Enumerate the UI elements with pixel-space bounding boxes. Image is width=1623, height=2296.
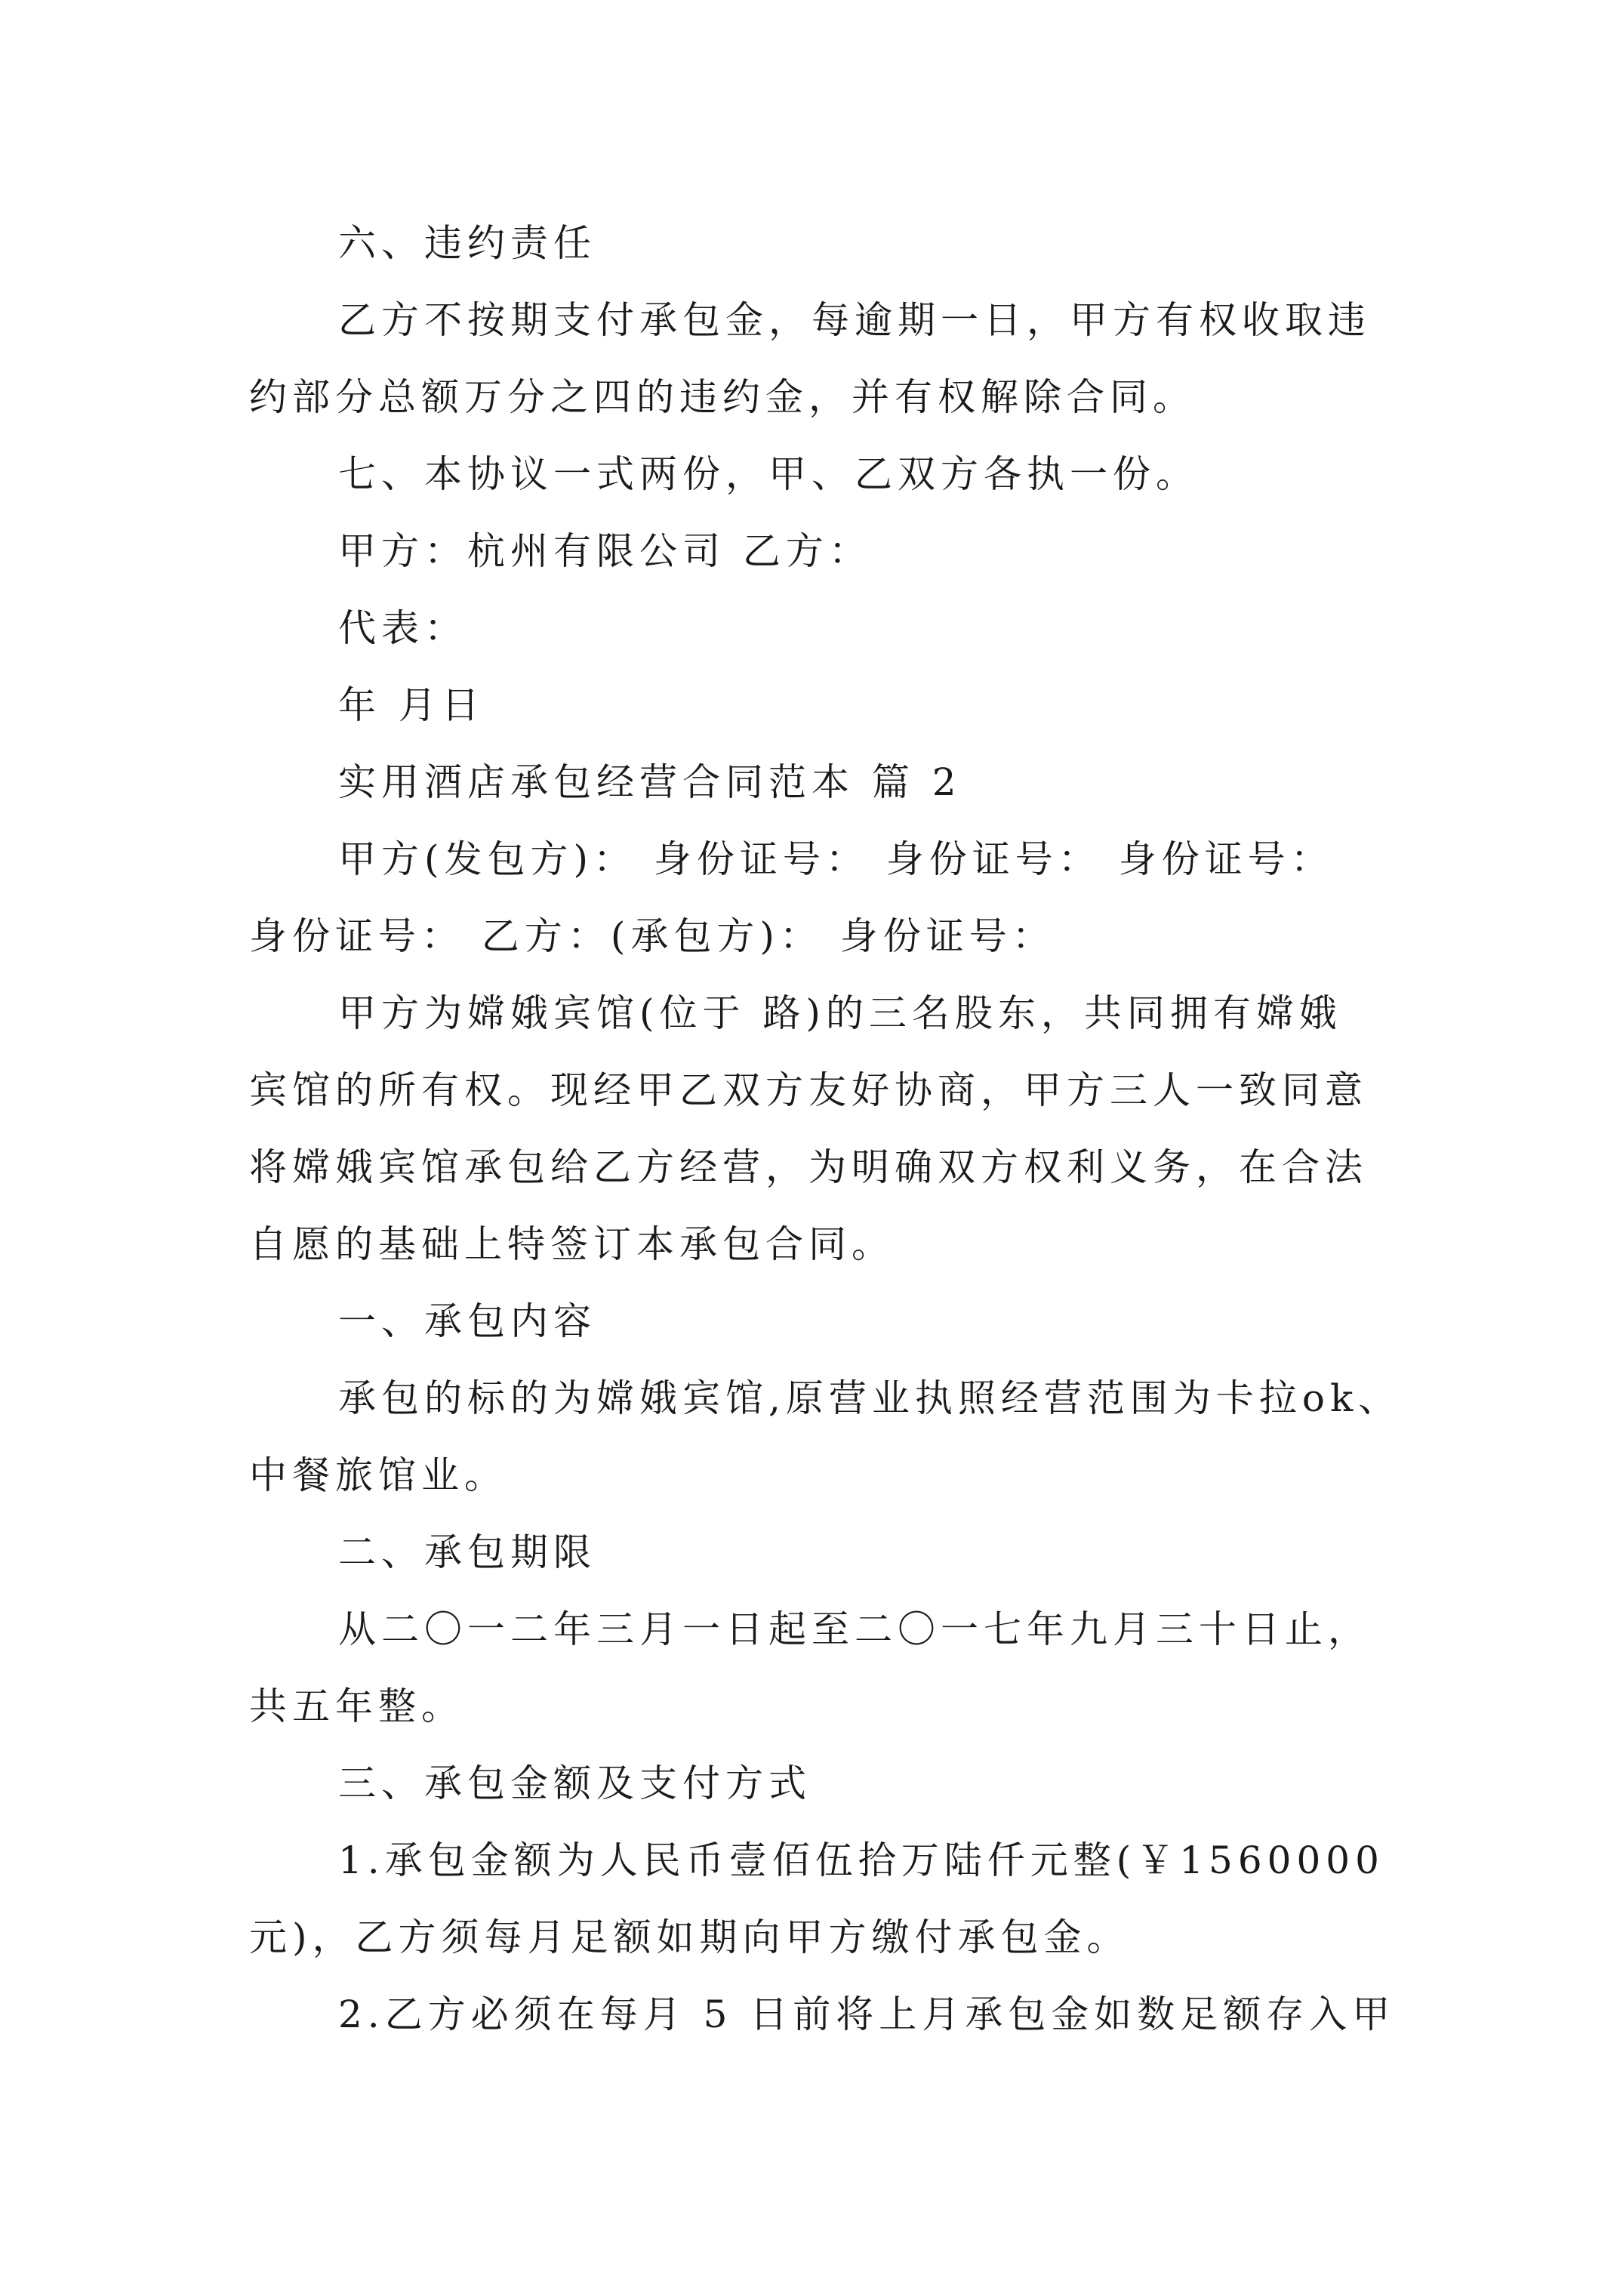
paragraph-line: 元)，乙方须每月足额如期向甲方缴付承包金。 [249,1915,1130,1959]
section-heading-7: 七、本协议一式两份，甲、乙双方各执一份。 [338,452,1199,496]
party-id-line: 甲方(发包方)： 身份证号： 身份证号： 身份证号： [338,837,1334,881]
party-line: 甲方：杭州有限公司 乙方： [338,529,872,573]
section-heading-1: 一、承包内容 [338,1299,596,1343]
party-id-line: 身份证号： 乙方：(承包方)： 身份证号： [249,914,1055,958]
contract-title: 实用酒店承包经营合同范本 篇 2 [338,760,962,804]
paragraph-line: 甲方为嫦娥宾馆(位于 路)的三名股东，共同拥有嫦娥 [338,991,1342,1035]
paragraph-line: 2.乙方必须在每月 5 日前将上月承包金如数足额存入甲 [338,1992,1396,2036]
paragraph-line: 宾馆的所有权。现经甲乙双方友好协商，甲方三人一致同意 [249,1068,1368,1112]
paragraph-line: 乙方不按期支付承包金，每逾期一日，甲方有权收取违 [338,298,1371,342]
representative-line: 代表： [338,606,467,650]
paragraph-line: 1.承包金额为人民币壹佰伍拾万陆仟元整(￥1560000 [338,1838,1384,1882]
paragraph-line: 自愿的基础上特签订本承包合同。 [249,1222,895,1266]
section-heading-3: 三、承包金额及支付方式 [338,1761,812,1805]
paragraph-line: 从二〇一二年三月一日起至二〇一七年九月三十日止， [338,1607,1371,1651]
paragraph-line: 中餐旅馆业。 [249,1453,507,1497]
section-heading-6: 六、违约责任 [338,221,596,265]
paragraph-line: 承包的标的为嫦娥宾馆,原营业执照经营范围为卡拉ok、 [338,1376,1402,1420]
paragraph-line: 共五年整。 [249,1684,464,1728]
paragraph-line: 将嫦娥宾馆承包给乙方经营，为明确双方权利义务，在合法 [249,1145,1368,1189]
paragraph-line: 约部分总额万分之四的违约金，并有权解除合同。 [249,375,1196,419]
date-line: 年 月日 [338,683,485,727]
section-heading-2: 二、承包期限 [338,1530,596,1574]
